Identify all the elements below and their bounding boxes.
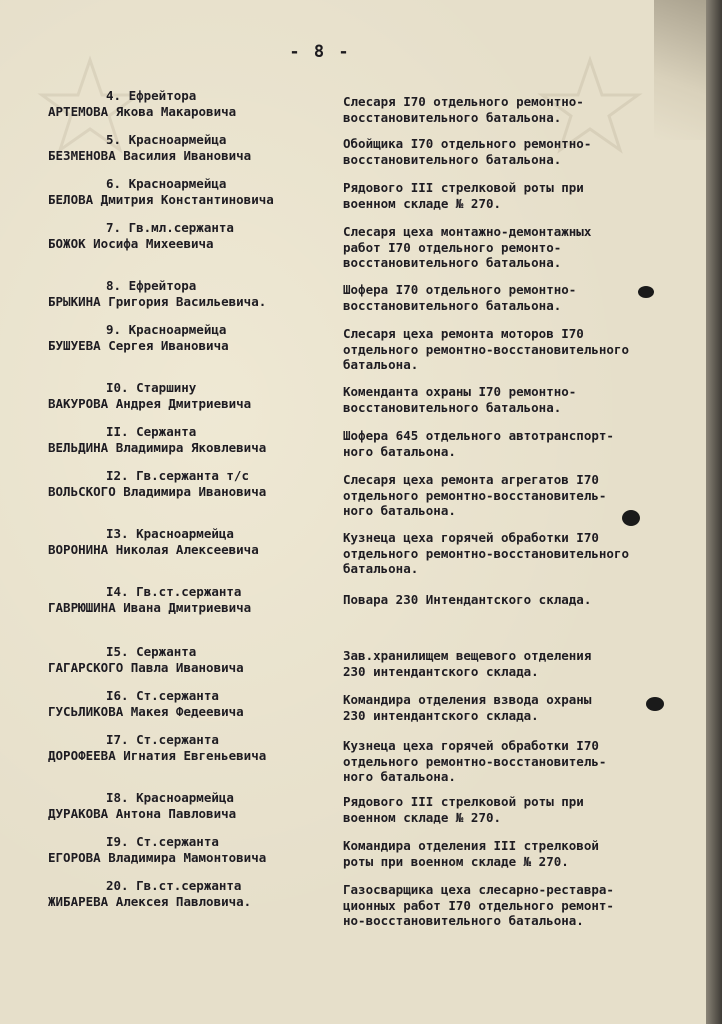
recipient-position: Газосварщика цеха слесарно-реставра- ционных работ I70 отдельного ремонт- но-восстановительного батальона.	[343, 882, 614, 928]
award-recipient	[48, 88, 333, 120]
recipient-name: ГАВРЮШИНА Ивана Дмитриевича	[48, 600, 252, 615]
award-recipient	[48, 526, 333, 558]
award-recipient	[48, 834, 333, 866]
recipient-name: ДУРАКОВА Антона Павловича	[48, 806, 237, 821]
award-recipient	[48, 584, 333, 616]
recipient-rank: I9. Ст.сержанта	[106, 834, 219, 849]
recipient-name: БЕЛОВА Дмитрия Константиновича	[48, 192, 274, 207]
recipient-rank: 20. Гв.ст.сержанта	[106, 878, 242, 893]
award-recipient	[48, 380, 333, 412]
recipient-rank: II. Сержанта	[106, 424, 197, 439]
recipient-rank: 4. Ефрейтора	[106, 88, 197, 103]
recipient-name: ВОРОНИНА Николая Алексеевича	[48, 542, 259, 557]
recipient-position: Командира отделения III стрелковой роты при военном складе № 270.	[343, 838, 599, 869]
award-recipient	[48, 688, 333, 720]
recipient-position: Слесаря I70 отдельного ремонтно- восстановительного батальона.	[343, 94, 584, 125]
page-corner-fold	[654, 0, 714, 140]
recipient-rank: I6. Ст.сержанта	[106, 688, 219, 703]
recipient-position: Повара 230 Интендантского склада.	[343, 592, 592, 607]
recipient-rank: I0. Старшину	[106, 380, 197, 395]
recipient-position: Слесаря цеха монтажно-демонтажных работ I70 отдельного ремонто- восстановительного батальона.	[343, 224, 592, 270]
award-recipient	[48, 790, 333, 822]
recipient-rank: I7. Ст.сержанта	[106, 732, 219, 747]
award-recipient	[48, 878, 333, 910]
recipient-rank: 5. Красноармейца	[106, 132, 227, 147]
award-recipient	[48, 278, 333, 310]
scan-edge	[706, 0, 722, 1024]
recipient-name: ЖИБАРЕВА Алексея Павловича.	[48, 894, 252, 909]
recipient-position: Кузнеца цеха горячей обработки I70 отдельного ремонтно-восстановитель- ного батальона.	[343, 738, 607, 784]
recipient-rank: 7. Гв.мл.сержанта	[106, 220, 234, 235]
recipient-name: АРТЕМОВА Якова Макаровича	[48, 104, 237, 119]
recipient-rank: 6. Красноармейца	[106, 176, 227, 191]
recipient-rank: 8. Ефрейтора	[106, 278, 197, 293]
award-recipient	[48, 732, 333, 764]
recipient-name: БОЖОК Иосифа Михеевича	[48, 236, 214, 251]
recipient-position: Слесаря цеха ремонта моторов I70 отдельного ремонтно-восстановительного батальона.	[343, 326, 629, 372]
recipient-name: БРЫКИНА Григория Васильевича.	[48, 294, 267, 309]
recipient-name: ВОЛЬСКОГО Владимира Ивановича	[48, 484, 267, 499]
recipient-position: Командира отделения взвода охраны 230 интендантского склада.	[343, 692, 592, 723]
recipient-rank: I3. Красноармейца	[106, 526, 234, 541]
recipient-rank: 9. Красноармейца	[106, 322, 227, 337]
recipient-rank: I8. Красноармейца	[106, 790, 234, 805]
recipient-rank: I4. Гв.ст.сержанта	[106, 584, 242, 599]
award-recipient	[48, 644, 333, 676]
recipient-name: ДОРОФЕЕВА Игнатия Евгеньевича	[48, 748, 267, 763]
recipient-position: Кузнеца цеха горячей обработки I70 отдельного ремонтно-восстановительного батальона.	[343, 530, 629, 576]
recipient-position: Коменданта охраны I70 ремонтно- восстановительного батальона.	[343, 384, 577, 415]
recipient-position: Рядового III стрелковой роты при военном складе № 270.	[343, 180, 584, 211]
recipient-name: ВАКУРОВА Андрея Дмитриевича	[48, 396, 252, 411]
award-recipient	[48, 132, 333, 164]
recipient-name: ГУСЬЛИКОВА Макея Федеевича	[48, 704, 244, 719]
recipient-position: Шофера 645 отдельного автотранспорт- ного батальона.	[343, 428, 614, 459]
recipient-position: Обойщика I70 отдельного ремонтно- восстановительного батальона.	[343, 136, 592, 167]
recipient-position: Зав.хранилищем вещевого отделения 230 интендантского склада.	[343, 648, 592, 679]
award-recipient	[48, 424, 333, 456]
page-number: - 8 -	[289, 42, 351, 62]
recipient-name: ЕГОРОВА Владимира Мамонтовича	[48, 850, 267, 865]
recipient-position: Рядового III стрелковой роты при военном складе № 270.	[343, 794, 584, 825]
recipient-name: ГАГАРСКОГО Павла Ивановича	[48, 660, 244, 675]
award-recipient	[48, 322, 333, 354]
recipient-rank: I2. Гв.сержанта т/с	[106, 468, 249, 483]
recipient-position: Слесаря цеха ремонта агрегатов I70 отдельного ремонтно-восстановитель- ного батальона.	[343, 472, 607, 518]
recipient-rank: I5. Сержанта	[106, 644, 197, 659]
recipient-name: БУШУЕВА Сергея Ивановича	[48, 338, 229, 353]
recipient-name: БЕЗМЕНОВА Василия Ивановича	[48, 148, 252, 163]
award-recipient	[48, 176, 333, 208]
award-recipient	[48, 220, 333, 252]
recipient-position: Шофера I70 отдельного ремонтно- восстановительного батальона.	[343, 282, 577, 313]
award-recipient	[48, 468, 333, 500]
recipient-name: ВЕЛЬДИНА Владимира Яковлевича	[48, 440, 267, 455]
